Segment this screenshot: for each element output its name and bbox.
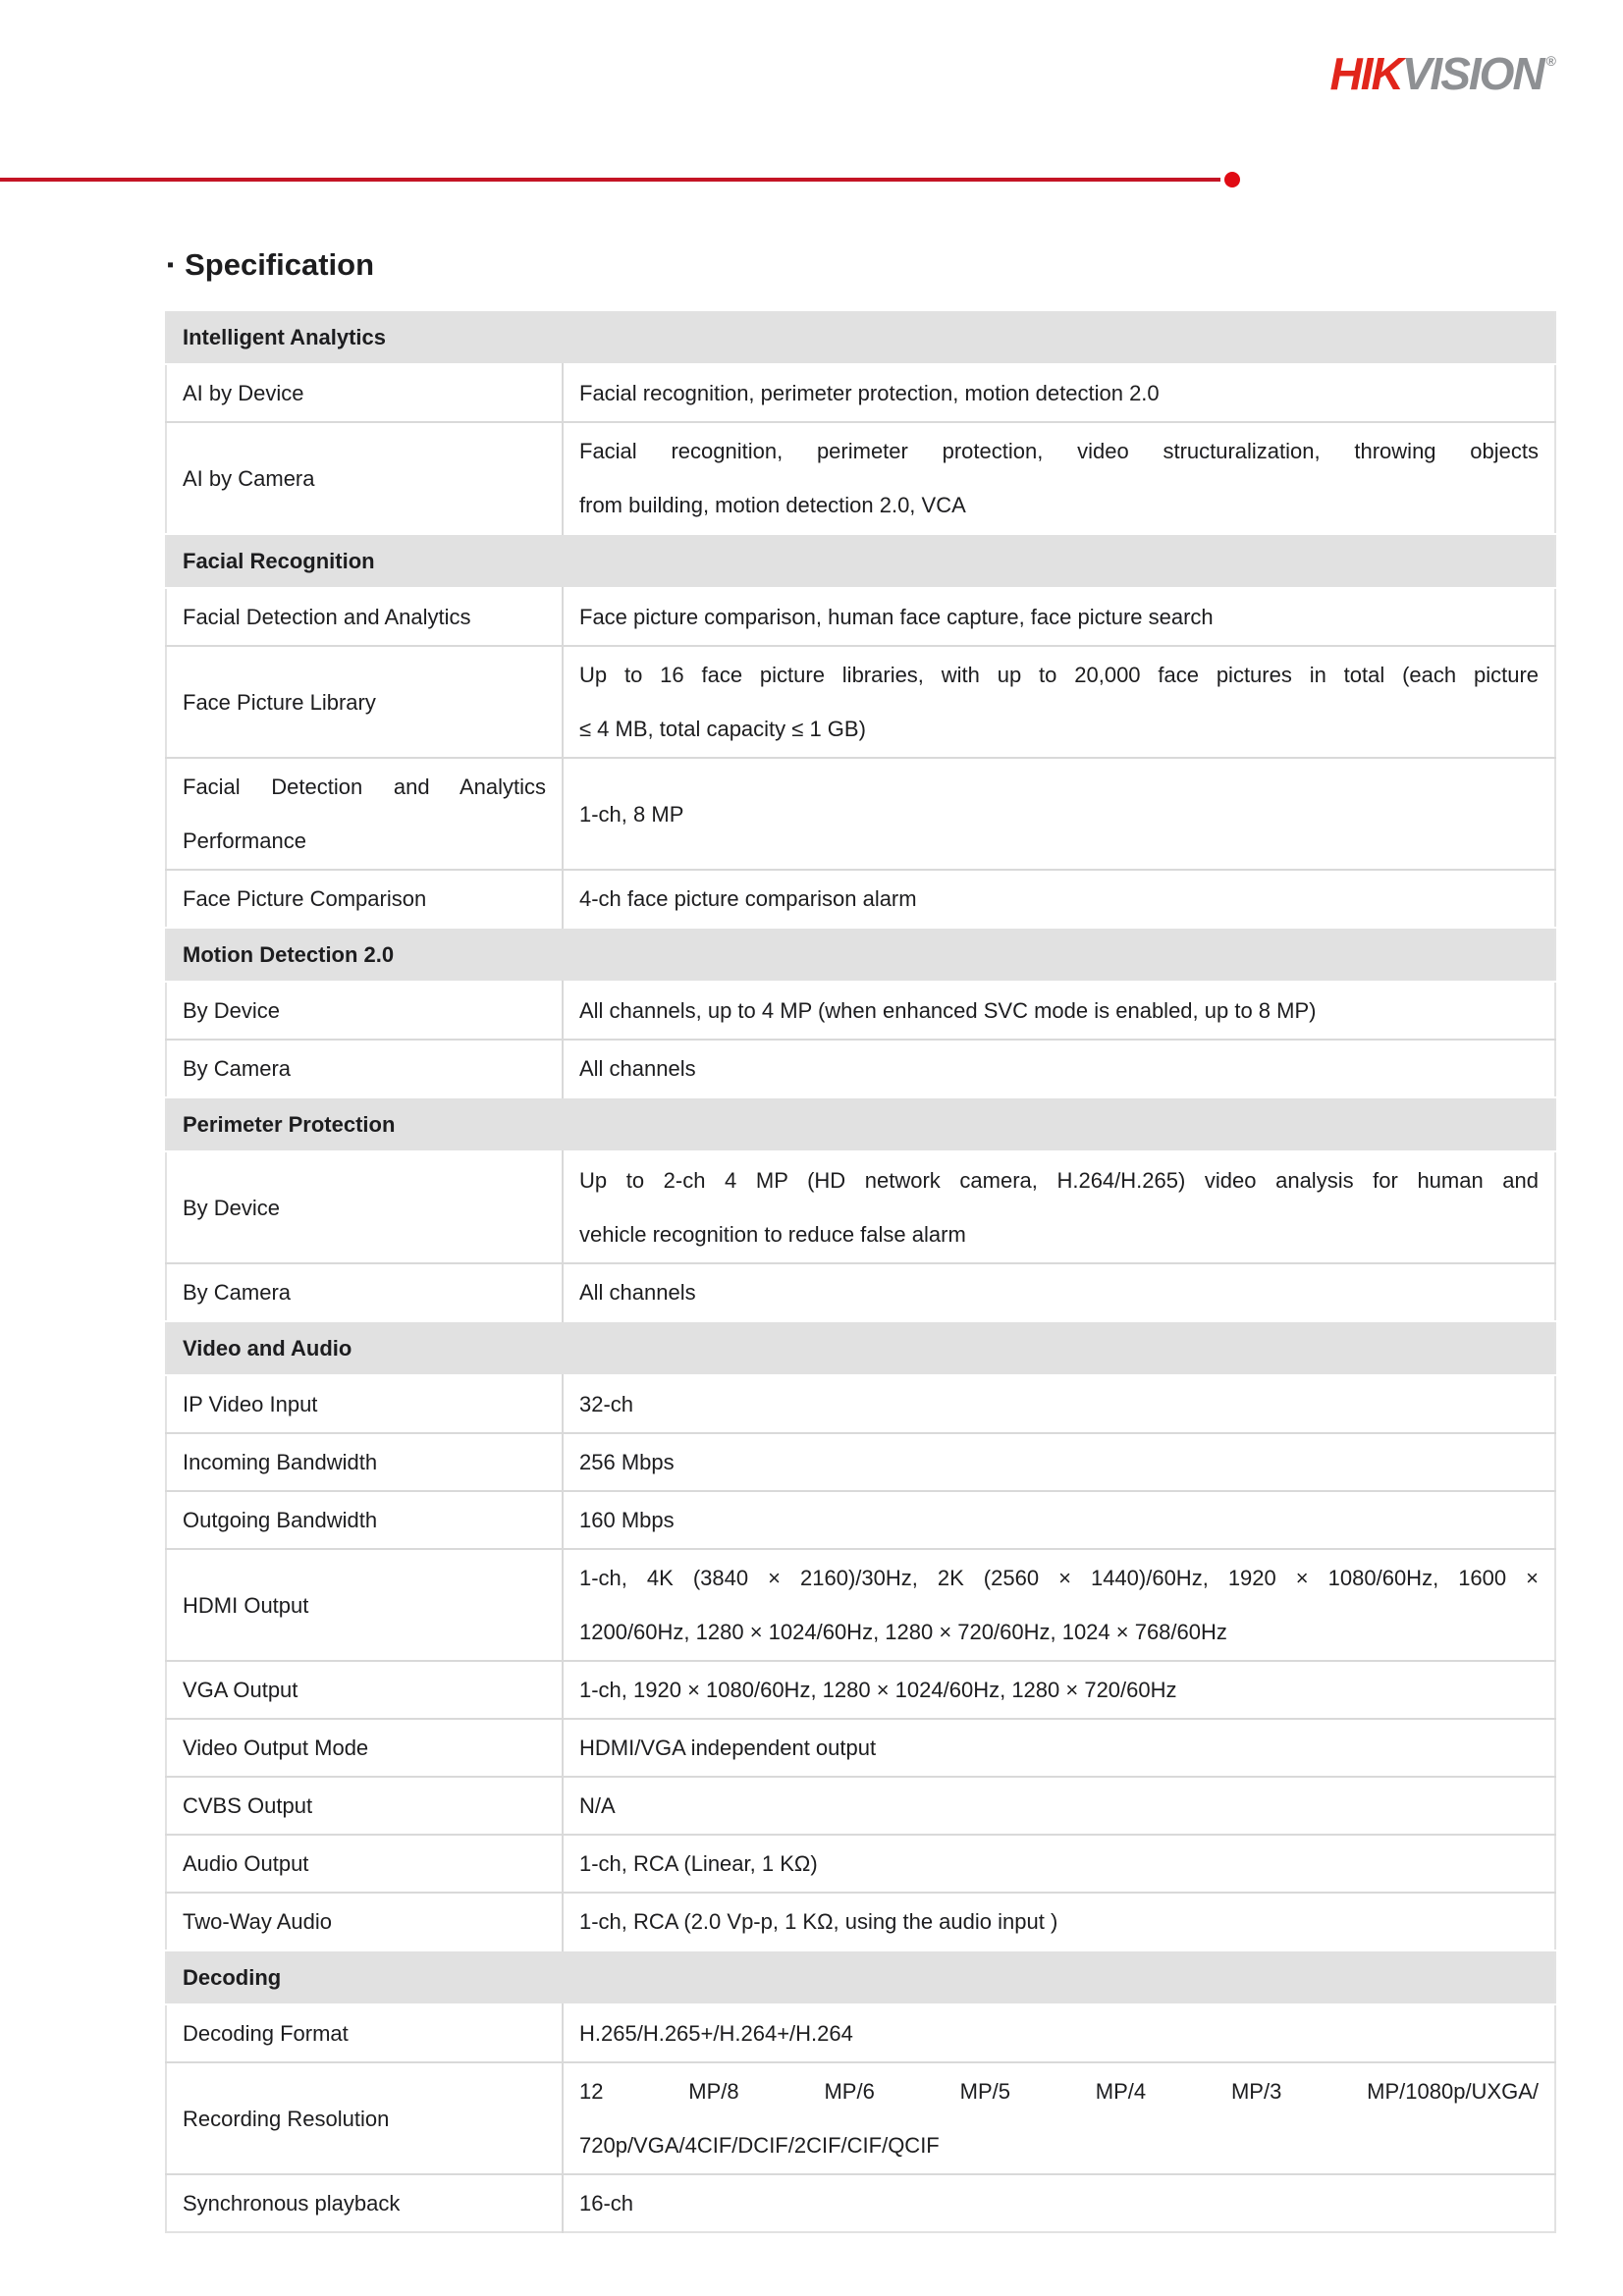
spec-label: Audio Output	[166, 1835, 563, 1893]
logo-hik-text: HIK	[1329, 48, 1402, 99]
spec-value	[563, 2062, 1555, 2174]
spec-value: 1-ch, RCA (2.0 Vp-p, 1 KΩ, using the audio input )	[563, 1893, 1555, 1950]
spec-label: By Device	[166, 982, 563, 1040]
spec-value: HDMI/VGA independent output	[563, 1719, 1555, 1777]
table-row	[166, 422, 1555, 534]
spec-value-line: 720p/VGA/4CIF/DCIF/2CIF/CIF/QCIF	[579, 2133, 940, 2158]
spec-value-line: from building, motion detection 2.0, VCA	[579, 493, 966, 517]
table-row	[166, 1491, 1555, 1549]
registered-trademark-icon: ®	[1545, 53, 1556, 69]
spec-label: VGA Output	[166, 1661, 563, 1719]
table-row	[166, 1151, 1555, 1263]
table-row	[166, 1433, 1555, 1491]
spec-value: Face picture comparison, human face capture, face picture search	[563, 588, 1555, 646]
spec-label	[166, 758, 563, 870]
table-row	[166, 1719, 1555, 1777]
header-rule-dot-icon	[1224, 172, 1240, 187]
spec-label-line: Facial Detection and Analytics	[183, 774, 546, 799]
spec-label: Facial Detection and Analytics	[166, 588, 563, 646]
spec-label: Face Picture Library	[166, 646, 563, 758]
table-row	[166, 1549, 1555, 1661]
spec-label: Video Output Mode	[166, 1719, 563, 1777]
spec-value	[563, 1151, 1555, 1263]
spec-value: 4-ch face picture comparison alarm	[563, 870, 1555, 928]
spec-value: 1-ch, 8 MP	[563, 758, 1555, 870]
spec-value-line: Up to 16 face picture libraries, with up to 20,000 face pictures in total (each picture	[579, 663, 1540, 687]
spec-label: By Camera	[166, 1040, 563, 1097]
spec-value-line: ≤ 4 MB, total capacity ≤ 1 GB)	[579, 717, 866, 741]
section-header-row	[166, 928, 1555, 982]
table-row	[166, 1835, 1555, 1893]
spec-value: 1-ch, RCA (Linear, 1 KΩ)	[563, 1835, 1555, 1893]
spec-value: All channels	[563, 1263, 1555, 1321]
spec-label: Decoding Format	[166, 2004, 563, 2062]
spec-label: Face Picture Comparison	[166, 870, 563, 928]
spec-label: AI by Camera	[166, 422, 563, 534]
section-header: Intelligent Analytics	[166, 310, 1555, 364]
table-row	[166, 1040, 1555, 1097]
spec-value: N/A	[563, 1777, 1555, 1835]
section-header: Facial Recognition	[166, 534, 1555, 588]
table-row	[166, 1375, 1555, 1433]
section-header-row	[166, 1950, 1555, 2004]
section-header: Motion Detection 2.0	[166, 928, 1555, 982]
spec-label: Outgoing Bandwidth	[166, 1491, 563, 1549]
spec-value-line: 1200/60Hz, 1280 × 1024/60Hz, 1280 × 720/60Hz, 1024 × 768/60Hz	[579, 1620, 1227, 1644]
spec-value-line: vehicle recognition to reduce false alarm	[579, 1222, 966, 1247]
hikvision-logo	[1329, 48, 1557, 99]
spec-label: HDMI Output	[166, 1549, 563, 1661]
table-row	[166, 1893, 1555, 1950]
spec-value: All channels	[563, 1040, 1555, 1097]
spec-label: Recording Resolution	[166, 2062, 563, 2174]
spec-value-line: Facial recognition, perimeter protection, video structuralization, throwing objects	[579, 439, 1540, 463]
spec-value: H.265/H.265+/H.264+/H.264	[563, 2004, 1555, 2062]
spec-value: All channels, up to 4 MP (when enhanced SVC mode is enabled, up to 8 MP)	[563, 982, 1555, 1040]
section-header-row	[166, 1321, 1555, 1375]
spec-value: 32-ch	[563, 1375, 1555, 1433]
section-header-row	[166, 1097, 1555, 1151]
spec-label: By Device	[166, 1151, 563, 1263]
spec-label: By Camera	[166, 1263, 563, 1321]
spec-label: AI by Device	[166, 364, 563, 422]
table-row	[166, 646, 1555, 758]
spec-value-line: Up to 2-ch 4 MP (HD network camera, H.264/H.265) video analysis for human and	[579, 1168, 1540, 1193]
specification-table	[165, 309, 1556, 2233]
logo-vision-text: VISION	[1401, 48, 1543, 99]
spec-label: Two-Way Audio	[166, 1893, 563, 1950]
spec-label: IP Video Input	[166, 1375, 563, 1433]
table-row	[166, 2174, 1555, 2232]
table-row	[166, 2004, 1555, 2062]
square-bullet-icon: ▪	[167, 254, 175, 276]
spec-value	[563, 422, 1555, 534]
table-row	[166, 1777, 1555, 1835]
spec-label: CVBS Output	[166, 1777, 563, 1835]
spec-value: Facial recognition, perimeter protection, motion detection 2.0	[563, 364, 1555, 422]
table-row	[166, 2062, 1555, 2174]
section-header: Perimeter Protection	[166, 1097, 1555, 1151]
header-rule	[0, 178, 1220, 182]
spec-value: 16-ch	[563, 2174, 1555, 2232]
section-header-row	[166, 310, 1555, 364]
spec-value-line: 1-ch, 4K (3840 × 2160)/30Hz, 2K (2560 × 1440)/60Hz, 1920 × 1080/60Hz, 1600 ×	[579, 1566, 1540, 1590]
page-title	[167, 245, 374, 285]
spec-label: Synchronous playback	[166, 2174, 563, 2232]
table-row	[166, 364, 1555, 422]
table-row	[166, 588, 1555, 646]
page-title-text: Specification	[185, 247, 375, 282]
table-row	[166, 982, 1555, 1040]
spec-value: 160 Mbps	[563, 1491, 1555, 1549]
table-row	[166, 870, 1555, 928]
spec-label: Incoming Bandwidth	[166, 1433, 563, 1491]
specification-table-body	[166, 310, 1555, 2232]
table-row	[166, 1661, 1555, 1719]
table-row	[166, 758, 1555, 870]
section-header: Video and Audio	[166, 1321, 1555, 1375]
section-header: Decoding	[166, 1950, 1555, 2004]
table-row	[166, 1263, 1555, 1321]
spec-value: 256 Mbps	[563, 1433, 1555, 1491]
spec-value: 1-ch, 1920 × 1080/60Hz, 1280 × 1024/60Hz, 1280 × 720/60Hz	[563, 1661, 1555, 1719]
spec-label-line: Performance	[183, 828, 306, 853]
spec-value	[563, 646, 1555, 758]
spec-value-line: 12 MP/8 MP/6 MP/5 MP/4 MP/3 MP/1080p/UXGA/	[579, 2079, 1540, 2104]
spec-value	[563, 1549, 1555, 1661]
section-header-row	[166, 534, 1555, 588]
